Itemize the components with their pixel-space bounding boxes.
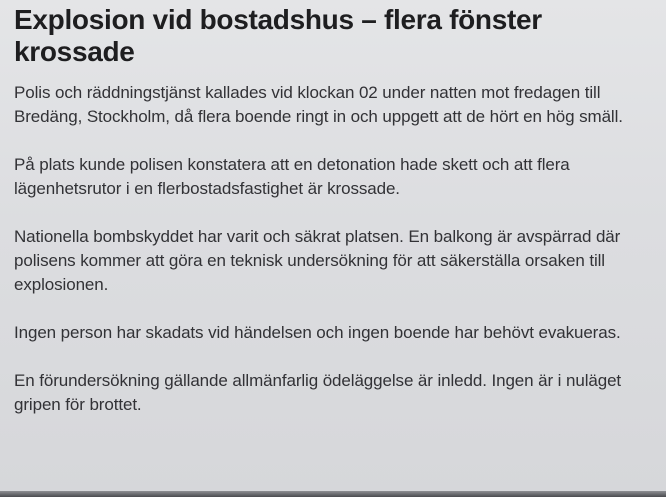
- article-paragraph-4: Ingen person har skadats vid händelsen och ingen boende har behövt evakueras.: [14, 323, 621, 342]
- article-paragraph-5: En förundersökning gällande allmänfarlig ödeläggelse är inledd. Ingen är i nuläget gripen för brottet.: [14, 371, 622, 414]
- article-headline: Explosion vid bostadshus – flera fönster krossade: [14, 4, 542, 67]
- article-paragraph-1: Polis och räddningstjänst kallades vid klockan 02 under natten mot fredagen till Bredäng, Stockholm, då flera boende ringt in och uppgett att de hört en hög smäll.: [14, 83, 623, 126]
- screen-bottom-bezel: [0, 491, 666, 497]
- article-paragraph-3: Nationella bombskyddet har varit och säkrat platsen. En balkong är avspärrad där polisens kommer att göra en teknisk undersökning för att säkerställa orsaken till explosionen.: [14, 227, 621, 294]
- news-article: [14, 4, 660, 417]
- article-paragraph-2: På plats kunde polisen konstatera att en detonation hade skett och att flera lägenhetsrutor i en flerbostadsfastighet är krossade.: [14, 155, 570, 198]
